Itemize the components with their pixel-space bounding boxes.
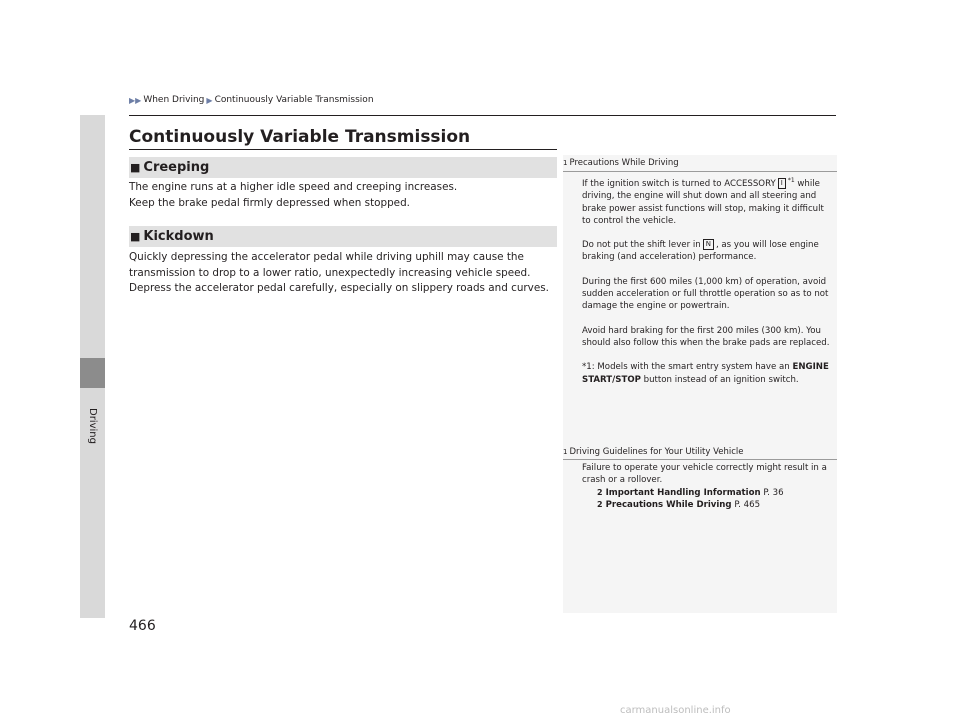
note-title: Driving Guidelines for Your Utility Vehicle: [569, 447, 744, 457]
note-paragraph: Do not put the shift lever in N , as you will lose engine braking (and acceleration) performance.: [582, 240, 819, 263]
section-marker-icon: ■: [130, 230, 141, 243]
watermark: carmanualsonline.info: [620, 705, 731, 716]
note-rule: [563, 171, 837, 172]
footnote-ref: *1: [787, 177, 795, 184]
title-rule: [129, 149, 557, 150]
note-paragraph: Failure to operate your vehicle correctly might result in a crash or a rollover.: [582, 463, 827, 486]
side-tab-track: [80, 115, 105, 358]
body-line: Quickly depressing the accelerator pedal while driving uphill may cause the: [129, 251, 524, 263]
reference-arrow-icon: 2: [597, 487, 603, 497]
breadcrumb-item[interactable]: Continuously Variable Transmission: [214, 95, 374, 105]
side-tab-marker: [80, 358, 105, 388]
breadcrumb: [129, 95, 374, 105]
section-marker-icon: ■: [130, 161, 141, 174]
note-paragraph: During the first 600 miles (1,000 km) of operation, avoid sudden acceleration or full throttle operation so as to not damage the engine or powertrain.: [582, 276, 829, 312]
note-paragraph: *1: Models with the smart entry system have an ENGINE START/STOP button instead of an ignition switch.: [582, 362, 829, 385]
header-rule: [129, 115, 836, 116]
body-line: Keep the brake pedal firmly depressed when stopped.: [129, 196, 410, 209]
breadcrumb-arrow-icon: ▶: [206, 95, 213, 105]
section-header-creeping: [129, 157, 557, 178]
section-title: Creeping: [143, 160, 210, 175]
note-paragraph: If the ignition switch is turned to ACCESSORY I $^{*1}$ while driving, the engine will shut down and all steering and brake power assist functions will stop, making it difficult to control the vehicle.: [582, 177, 824, 226]
note-body-precautions: [582, 175, 832, 398]
body-line: transmission to drop to a lower ratio, unexpectedly increasing vehicle speed.: [129, 266, 531, 279]
engine-start-stop-label: ENGINE START/STOP: [582, 362, 829, 385]
note-header-precautions: [563, 158, 837, 168]
note-paragraph: Avoid hard braking for the first 200 miles (300 km). You should also follow this when the brake pads are replaced.: [582, 325, 830, 348]
key-accessory-icon: I: [778, 178, 786, 189]
note-rule: [563, 459, 837, 460]
section-body-kickdown: [129, 250, 559, 297]
breadcrumb-arrow-icon: ▶▶: [129, 95, 142, 105]
note-number: 1: [563, 159, 568, 167]
section-body-creeping: [129, 180, 569, 211]
note-title: Precautions While Driving: [569, 158, 679, 168]
cross-reference-link[interactable]: 2 Important Handling Information P. 36: [597, 487, 784, 498]
reference-arrow-icon: 2: [597, 499, 603, 509]
page-title: Continuously Variable Transmission: [129, 127, 471, 147]
page-number: 466: [129, 618, 156, 634]
body-line: The engine runs at a higher idle speed and creeping increases.: [129, 181, 458, 193]
breadcrumb-item[interactable]: When Driving: [143, 95, 205, 105]
note-body-guidelines: [582, 462, 832, 511]
key-neutral-icon: N: [703, 239, 714, 250]
cross-reference-link[interactable]: 2 Precautions While Driving P. 465: [597, 499, 761, 510]
section-header-kickdown: [129, 226, 557, 247]
note-number: 1: [563, 448, 568, 456]
note-header-guidelines: [563, 447, 837, 457]
section-title: Kickdown: [143, 229, 214, 244]
side-tab-label: Driving: [87, 408, 98, 444]
body-line: Depress the accelerator pedal carefully, especially on slippery roads and curves.: [129, 282, 549, 294]
